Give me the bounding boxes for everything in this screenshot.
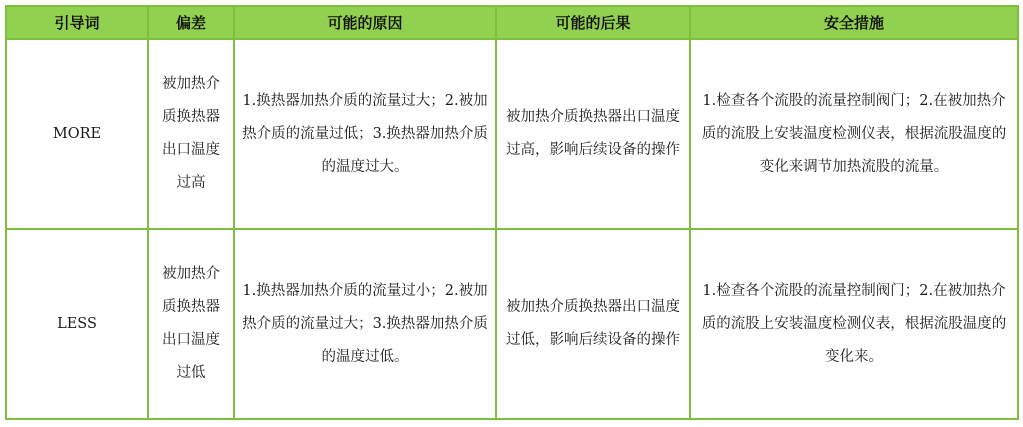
- table-row: [6, 39, 1018, 229]
- deviation-text: 被加热介质换热器出口温度过高: [162, 76, 220, 191]
- header-measures: 安全措施: [690, 6, 1018, 39]
- deviation-cell: [148, 229, 234, 419]
- hazop-analysis-table: [5, 5, 1019, 420]
- measures-text: 1.检查各个流股的流量控制阀门；2.在被加热介质的流股上安装温度检测仪表，根据流股温度的变化来调节加热流股的流量。: [701, 92, 1007, 175]
- measures-text: 1.检查各个流股的流量控制阀门；2.在被加热介质的流股上安装温度检测仪表，根据流股温度的变化来。: [701, 282, 1007, 365]
- measures-cell: [690, 229, 1018, 419]
- deviation-text: 被加热介质换热器出口温度过低: [162, 266, 220, 381]
- header-causes: 可能的原因: [234, 6, 496, 39]
- header-consequences: 可能的后果: [496, 6, 690, 39]
- table-row: [6, 229, 1018, 419]
- causes-text: 1.换热器加热介质的流量过小；2.被加热介质的流量过大；3.换热器加热介质的温度过低。: [242, 282, 488, 365]
- guide-word-cell: LESS: [6, 229, 148, 419]
- header-guide-word: 引导词: [6, 6, 148, 39]
- consequences-cell: [496, 39, 690, 229]
- deviation-cell: [148, 39, 234, 229]
- header-deviation: 偏差: [148, 6, 234, 39]
- hazop-table-container: [5, 5, 1017, 417]
- consequences-text: 被加热介质换热器出口温度过高，影响后续设备的操作: [506, 109, 680, 158]
- causes-cell: [234, 39, 496, 229]
- causes-text: 1.换热器加热介质的流量过大；2.被加热介质的流量过低；3.换热器加热介质的温度过大。: [242, 92, 488, 175]
- causes-cell: [234, 229, 496, 419]
- consequences-text: 被加热介质换热器出口温度过低，影响后续设备的操作: [506, 299, 680, 348]
- guide-word-cell: MORE: [6, 39, 148, 229]
- measures-cell: [690, 39, 1018, 229]
- header-row: [6, 6, 1018, 39]
- consequences-cell: [496, 229, 690, 419]
